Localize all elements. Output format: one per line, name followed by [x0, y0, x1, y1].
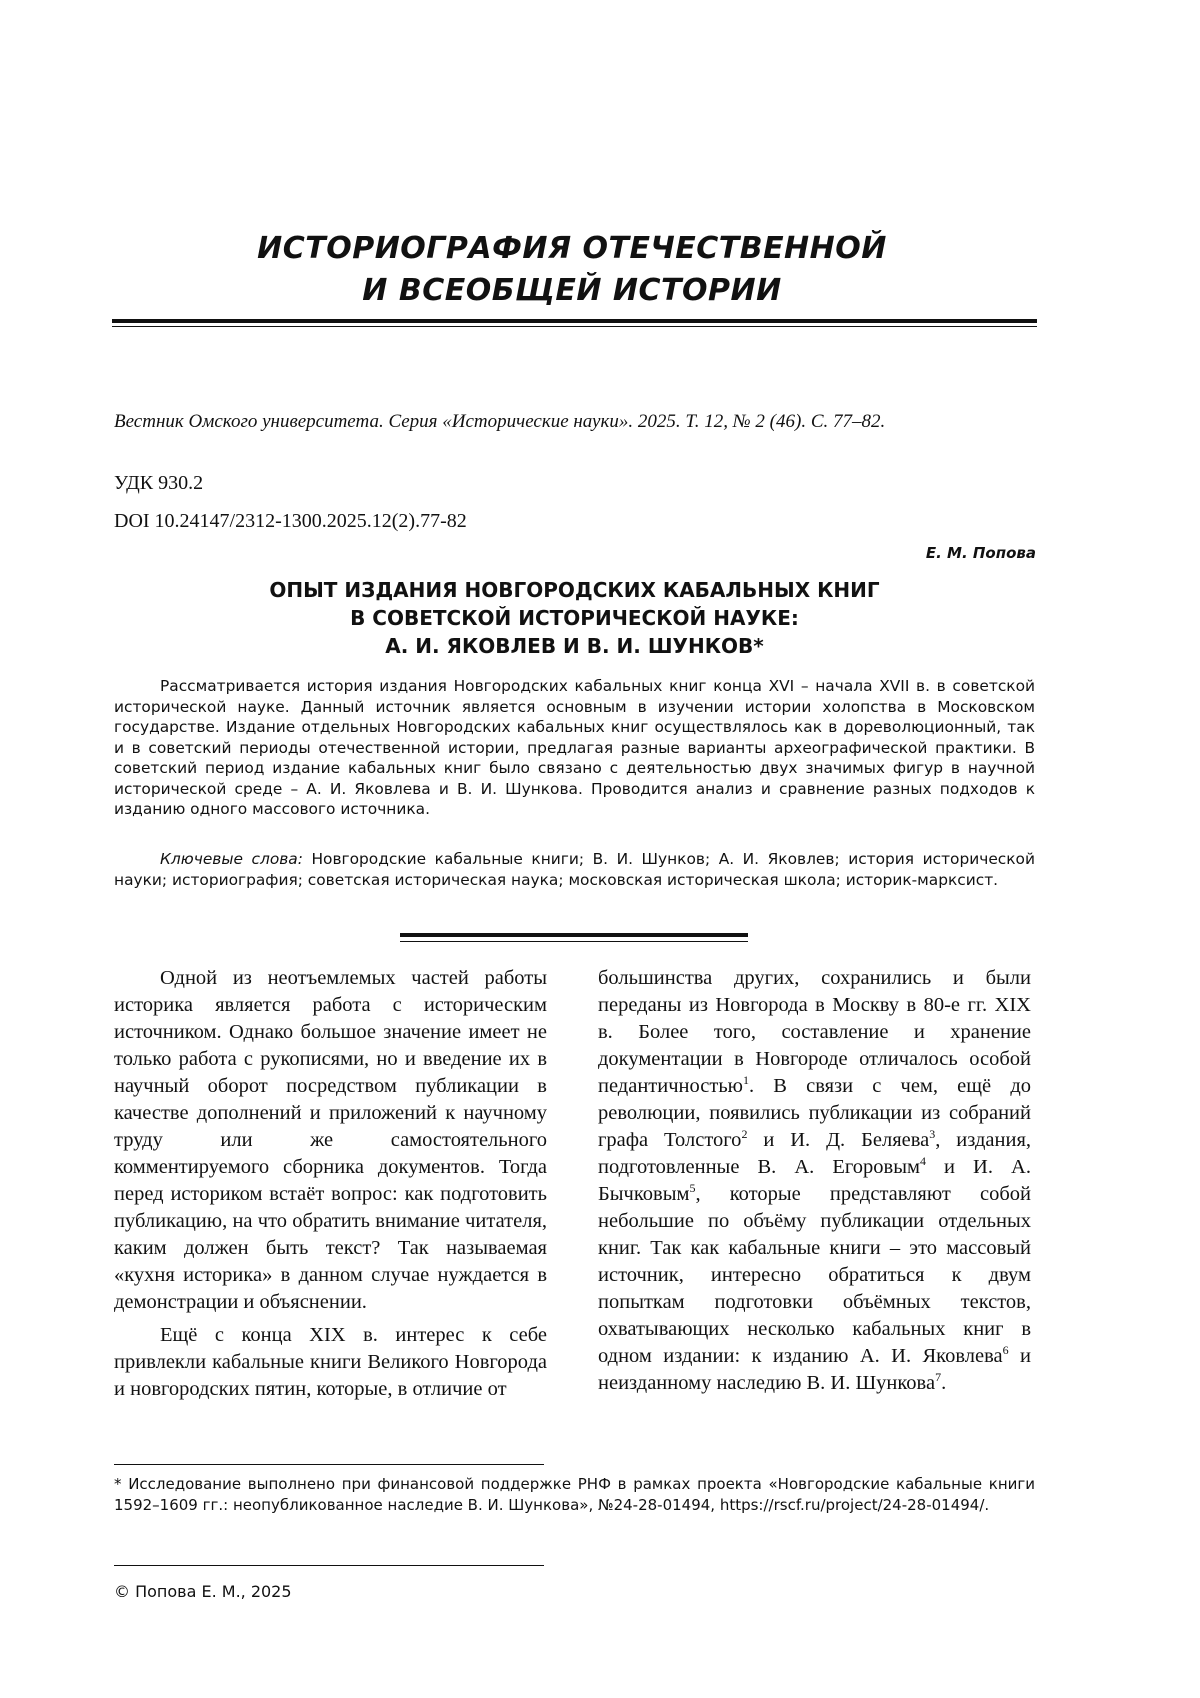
section-rule-thick — [112, 319, 1037, 323]
author-name: Е. М. Попова — [925, 544, 1036, 562]
body-text: , издания, подготовленные В. А. Егоровым — [598, 1129, 1031, 1178]
article-title-line-1: ОПЫТ ИЗДАНИЯ НОВГОРОДСКИХ КАБАЛЬНЫХ КНИГ — [269, 578, 880, 602]
udk-code: УДК 930.2 — [114, 472, 204, 494]
body-text: большинства других, сохранились и были переданы из Новгорода в Москву в 80-е гг. XIX в. Более того, составление и хранение документации в Новгороде отличалось особой педантичностью — [598, 967, 1031, 1097]
body-paragraph: Ещё с конца XIX в. интерес к себе привлекли кабальные книги Великого Новгорода и новгородских пятин, которые, в отличие от — [114, 1324, 547, 1400]
body-text: и И. Д. Беляева — [747, 1129, 930, 1151]
keywords-text: Новгородские кабальные книги; В. И. Шунков; А. И. Яковлев; история исторической науки; историография; советская историческая наука; московская историческая школа; историк-марксист. — [114, 850, 1035, 889]
body-column-left — [114, 965, 547, 1403]
section-heading-line-2: И ВСЕОБЩЕЙ ИСТОРИИ — [362, 273, 782, 308]
keywords-label: Ключевые слова: — [160, 850, 303, 868]
body-text: . В связи с чем, ещё до революции, появились публикации из собраний графа Толстого — [598, 1075, 1031, 1151]
abstract-text: Рассматривается история издания Новгородских кабальных книг конца XVI – начала XVII в. в советской исторической науке. Данный источник является основным в изучении истории холопства в Московском государстве. Издание отдельных Новгородских кабальных книг осуществлялось как в дореволюционный, так и в советский периоды отечественной истории, предлагая разные варианты археографической практики. В советский период издание кабальных книг было связано с деятельностью двух значимых фигур в научной исторической среде – А. И. Яковлева и В. И. Шункова. Проводится анализ и сравнение разных подходов к изданию одного массового источника. — [114, 677, 1035, 818]
doi-identifier: DOI 10.24147/2312-1300.2025.12(2).77-82 — [114, 510, 467, 532]
footnote-ref-7[interactable]: 7 — [935, 1370, 942, 1384]
funding-footnote: * Исследование выполнено при финансовой поддержке РНФ в рамках проекта «Новгородские кабальные книги 1592–1609 гг.: неопубликованное наследие В. И. Шункова», №24-28-01494, https://rscf.ru/project/24-28-01494/. — [114, 1475, 1035, 1514]
section-heading — [112, 228, 1032, 312]
body-paragraph-continued — [598, 965, 1031, 1397]
article-title-line-3: А. И. ЯКОВЛЕВ И В. И. ШУНКОВ* — [385, 634, 764, 658]
abstract — [114, 676, 1035, 820]
article-title — [112, 576, 1037, 660]
footnote-rule — [114, 1464, 544, 1465]
footnote-ref-2[interactable]: 2 — [741, 1127, 748, 1141]
separator-rule-thin — [400, 941, 748, 942]
body-paragraph: Одной из неотъемлемых частей работы историка является работа с историческим источником. Однако большое значение имеет не только работа с рукописями, но и введение их в научный оборот посредством публикации в качестве дополнений и приложений к научному труду или же самостоятельного комментируемого сборника документов. Тогда перед историком встаёт вопрос: как подготовить публикацию, на что обратить внимание читателя, каким должен быть текст? Так называемая «кухня историка» в данном случае нуждается в демонстрации и объяснении. — [114, 967, 547, 1313]
footnote-ref-4[interactable]: 4 — [919, 1154, 926, 1168]
separator-rule-thick — [400, 933, 748, 937]
footnote-ref-5[interactable]: 5 — [689, 1181, 696, 1195]
keywords — [114, 849, 1035, 890]
footnote-ref-1[interactable]: 1 — [743, 1073, 749, 1087]
body-text: и неизданному наследию В. И. Шункова — [598, 1345, 1031, 1394]
body-text: и И. А. Бычковым — [598, 1156, 1031, 1205]
footnote-ref-3[interactable]: 3 — [929, 1127, 936, 1141]
footnote-ref-6[interactable]: 6 — [1002, 1343, 1009, 1357]
section-rule-thin — [112, 326, 1037, 327]
journal-reference: Вестник Омского университета. Серия «Исторические науки». 2025. Т. 12, № 2 (46). С. 77–82. — [114, 411, 886, 432]
body-text: , которые представляют собой небольшие по объёму публикации отдельных книг. Так как кабальные книги – это массовый источник, интересно обратиться к двум попыткам подготовки объёмных текстов, охватывающих несколько кабальных книг в одном издании: к изданию А. И. Яковлева — [598, 1183, 1031, 1367]
body-text: . — [941, 1372, 947, 1394]
body-column-right — [598, 965, 1031, 1397]
copyright-notice: © Попова Е. М., 2025 — [114, 1582, 292, 1601]
article-title-line-2: В СОВЕТСКОЙ ИСТОРИЧЕСКОЙ НАУКЕ: — [350, 606, 799, 630]
section-heading-line-1: ИСТОРИОГРАФИЯ ОТЕЧЕСТВЕННОЙ — [257, 231, 887, 266]
copyright-rule — [114, 1565, 544, 1566]
